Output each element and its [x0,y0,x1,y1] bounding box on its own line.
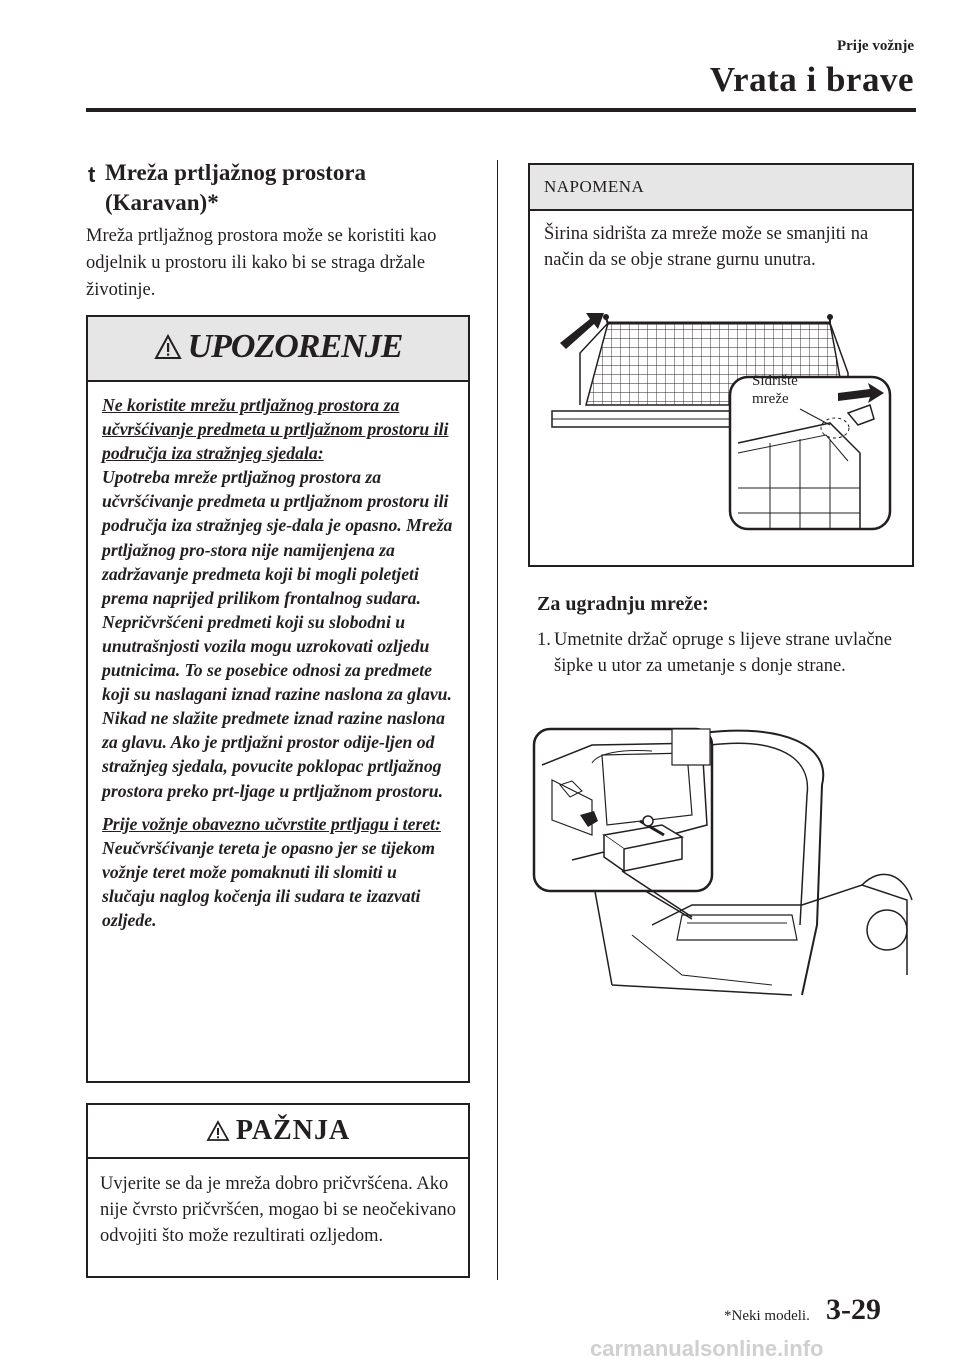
caution-header [88,1105,468,1159]
warning-block2-heading: Prije vožnje obavezno učvrstite prtljagu i teret: [102,813,441,834]
note-header: NAPOMENA [530,165,912,211]
warning-box [86,315,470,1083]
section-title [105,158,485,218]
warning-triangle-icon [154,334,182,360]
footnote: *Neki modeli. [724,1308,810,1324]
step-text: Umetnite držač opruge s lijeve strane uvlačne šipke u utor za umetanje s donje strane. [554,630,892,676]
caution-title: PAŽNJA [235,1115,351,1146]
warning-title: UPOZORENJE [187,328,403,365]
warning-body [88,382,468,932]
anchor-label-line1: Sidrište [752,373,798,389]
step-number: 1. [537,630,551,650]
anchor-label-line2: mreže [752,391,789,407]
section-title-line2: (Karavan)* [105,190,219,215]
note-text: Širina sidrišta za mreže može se smanjiti na način da se obje strane gurnu unutra. [544,224,869,270]
warning-block1-heading: Ne koristite mrežu prtljažnog prostora za učvršćivanje predmeta u prtljažnom prostoru ili područja iza stražnjeg sjedala: [102,395,449,464]
section-title-line1: Mreža prtljažnog prostora [105,160,367,185]
warning-block2-text: Neučvršćivanje tereta je opasno jer se tijekom vožnje teret može pomaknuti ili slomiti u slučaju naglog kočenja ili sudara te izazvati ozljede. [102,837,436,930]
running-header-chapter: Vrata i brave [709,60,914,99]
net-anchor-illustration [530,293,912,563]
warning-header [88,317,468,382]
running-header-section: Prije vožnje [836,38,914,54]
header-rule [86,108,916,112]
warning-block1-text: Upotreba mreže prtljažnog prostora za učvršćivanje predmeta u prtljažnom prostoru ili područja iza stražnjeg sje-dala je opasno. Mreža prtljažnog pro-stora nije namijenjena za zadržavanje predmeta koji bi mogli poletjeti prema naprijed prilikom frontalnog sudara. Nepričvršćeni predmeti koji su slobodni u unutrašnjosti vozila mogu uzrokovati ozljedu putnicima. To se posebice odnosi za predmete koji su naslagani iznad razine naslona za glavu. Nikad ne slažite predmete iznad razine naslona za glavu. Ako je prtljažni prostor odije-ljen od stražnjeg sjedala, povucite poklopac prtljažnog prostora preko prt-ljage u prtljažnom prostoru. [102,467,453,801]
install-heading: Za ugradnju mreže: [537,593,709,615]
push-arrow-left-icon [560,313,604,349]
caution-box [86,1103,470,1278]
section-bullet: t [88,162,96,187]
caution-triangle-icon [206,1120,230,1142]
watermark: carmanualsonline.info [590,1336,824,1361]
section-intro: Mreža prtljažnog prostora može se koristiti kao odjelnik u prostoru ili kako bi se straga držale životinje. [86,226,437,300]
note-box [528,163,914,567]
caution-text: Uvjerite se da je mreža dobro pričvršćena. Ako nije čvrsto pričvršćen, mogao bi se neočekivano odvojiti što može rezultirati ozljedom. [100,1174,457,1246]
tailgate-illustration [532,725,917,1015]
column-divider [497,160,498,1280]
page-number: 3-29 [826,1293,881,1326]
